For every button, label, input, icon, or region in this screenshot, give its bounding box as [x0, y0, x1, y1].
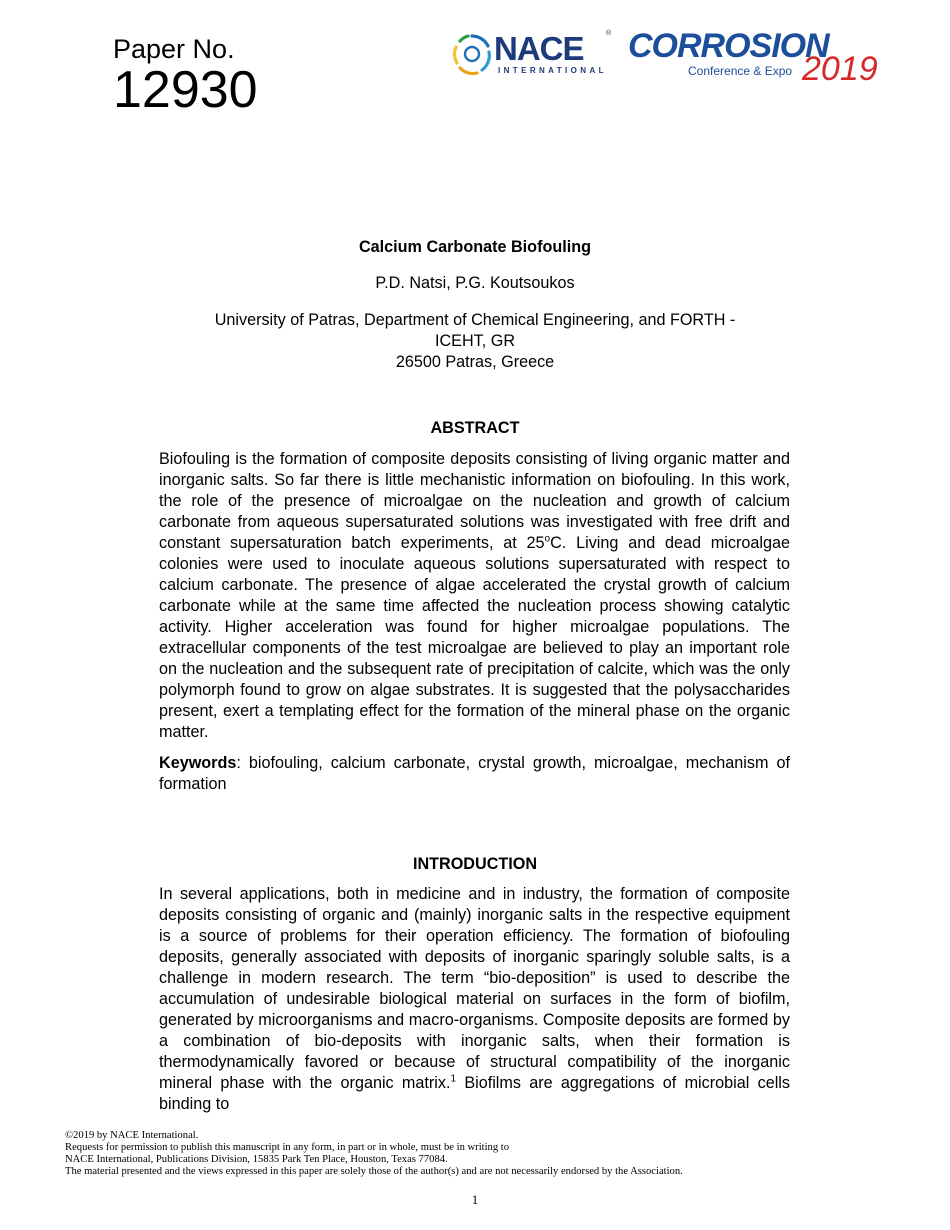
corrosion-logo-subtitle: Conference & Expo: [688, 64, 793, 78]
abstract-text-part: Biofouling is the formation of composite deposits consisting of living organic matter and inorganic salts. So far there is little mechanistic information on biofouling. In this work, the role of the presence of microalgae on the nucleation and growth of calcium carbonate from aqueous supersaturated solutions was investigated with free drift and constant supersaturation batch experiments, at 25: [159, 450, 790, 552]
introduction-heading: INTRODUCTION: [412, 855, 538, 873]
reference-superscript: 1: [450, 1073, 457, 1085]
keywords-label: Keywords: [159, 754, 237, 772]
registered-mark: ®: [606, 30, 612, 37]
corrosion-logo-wordmark: CORROSION: [628, 27, 829, 65]
paper-title: Calcium Carbonate Biofouling: [358, 238, 592, 256]
paper-number: 12930: [113, 61, 258, 119]
footer-line: Requests for permission to publish this manuscript in any form, in part or in whole, must be in writing to: [65, 1142, 510, 1153]
introduction-text-part: Biofilms are aggregations of microbial cells binding to: [159, 1074, 790, 1113]
corrosion-2019-logo: [628, 27, 884, 90]
paper-number-label: Paper No.: [113, 34, 235, 64]
paper-affiliation: [170, 310, 780, 373]
affiliation-line: ICEHT, GR: [434, 332, 516, 350]
abstract-body: [159, 449, 790, 795]
keywords-text: : biofouling, calcium carbonate, crystal growth, microalgae, mechanism of formation: [159, 754, 790, 793]
affiliation-line: University of Patras, Department of Chemical Engineering, and FORTH -: [214, 311, 736, 329]
nace-international-logo: [452, 30, 622, 80]
abstract-text-part: C. Living and dead microalgae colonies were used to inoculate aqueous solutions supersaturated with respect to calcium carbonate. The presence of algae accelerated the crystal growth of calcium carbonate while at the same time affected the nucleation process showing catalytic activity. Higher acceleration was found for higher microalgae populations. The extracellular components of the test microalgae are believed to play an important role on the nucleation and the subsequent rate of precipitation of calcite, which was the only polymorph found to grow on algae substrates. It is suggested that the polysaccharides present, exert a templating effect for the formation of the mineral phase on the organic matter.: [159, 534, 790, 741]
nace-logo-subtitle: INTERNATIONAL: [498, 66, 607, 75]
abstract-paragraph: [159, 449, 790, 743]
footer-line: NACE International, Publications Division, 15835 Park Ten Place, Houston, Texas 77084.: [65, 1154, 448, 1165]
footer-line: The material presented and the views expressed in this paper are solely those of the author(s) and are not necessarily endorsed by the Association.: [65, 1166, 683, 1177]
nace-globe-icon: [452, 32, 492, 78]
affiliation-line: 26500 Patras, Greece: [395, 353, 555, 371]
introduction-paragraph: [159, 884, 790, 1115]
nace-logo-wordmark: NACE: [494, 30, 584, 67]
abstract-heading: ABSTRACT: [430, 419, 520, 437]
paper-authors: P.D. Natsi, P.G. Koutsoukos: [375, 274, 575, 292]
degree-superscript: o: [544, 533, 551, 545]
copyright-footer: [65, 1130, 885, 1178]
introduction-text-part: In several applications, both in medicine and in industry, the formation of composite deposits consisting of organic and (mainly) inorganic salts in the respective equipment is a source of problems for their operation efficiency. The formation of biofouling deposits, generally associated with deposits of inorganic sparingly soluble salts, is a challenge in modern research. The term “bio-deposition” is used to describe the accumulation of undesirable biological material on surfaces in the form of biofilm, generated by microorganisms and macro-organisms. Composite deposits are formed by a combination of bio-deposits with inorganic salts, when their formation is thermodynamically favored or because of structural compatibility of the inorganic mineral phase with the organic matrix.: [159, 885, 790, 1092]
introduction-body: [159, 884, 790, 1115]
corrosion-logo-year: 2019: [802, 50, 878, 88]
footer-line: ©2019 by NACE International.: [65, 1130, 199, 1141]
page-number: 1: [471, 1192, 479, 1207]
keywords-paragraph: [159, 753, 790, 795]
